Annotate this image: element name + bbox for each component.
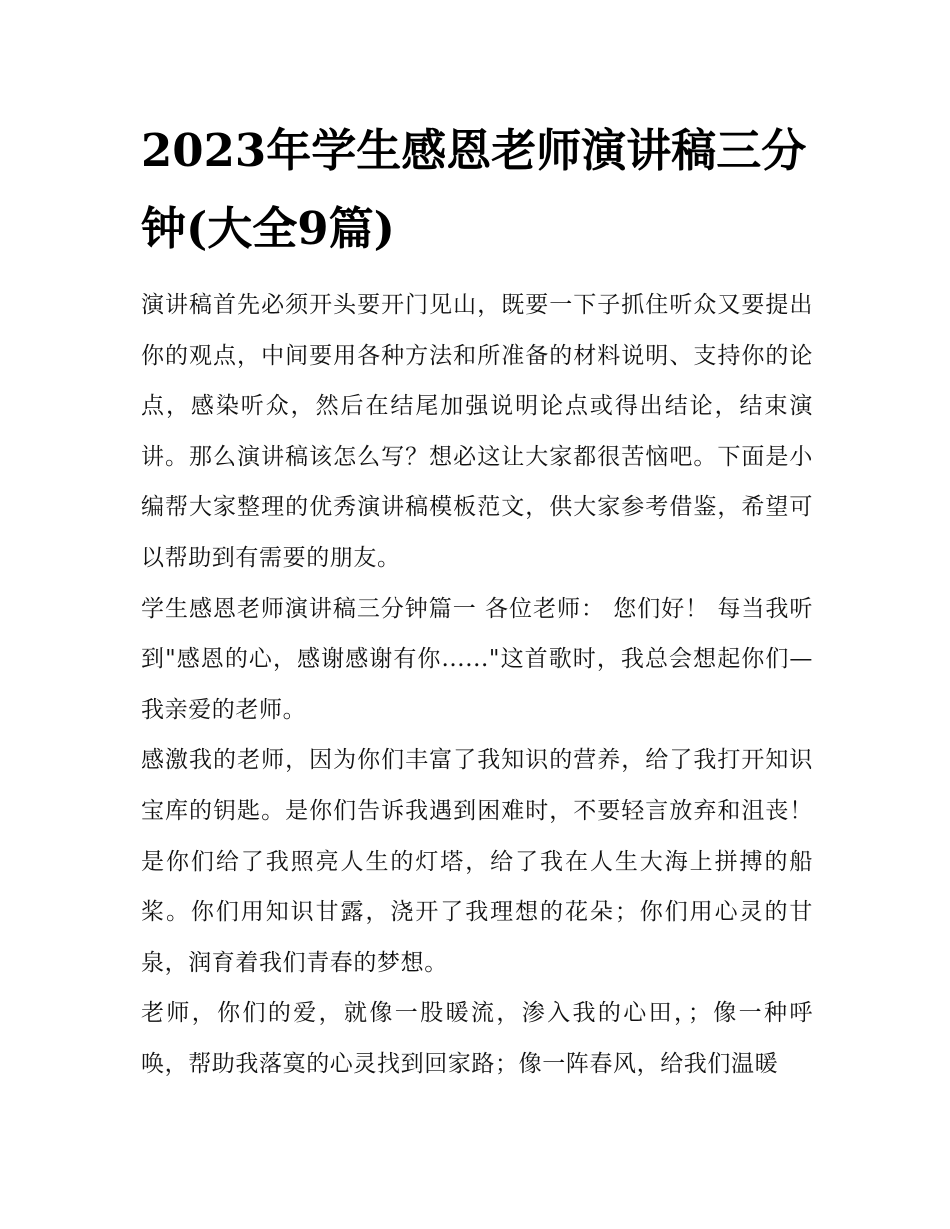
paragraph-teachers-love: 老师，你们的爱，就像一股暖流，渗入我的心田，；像一种呼唤，帮助我落寞的心灵找到回家路；像一阵春风，给我们温暖	[141, 1000, 813, 1077]
document-body	[141, 280, 813, 1090]
paragraph-gratitude: 感激我的老师，因为你们丰富了我知识的营养，给了我打开知识宝库的钥匙。是你们告诉我遇到困难时，不要轻言放弃和沮丧！是你们给了我照亮人生的灯塔，给了我在人生大海上拼搏的船桨。你们用知识甘露，浇开了我理想的花朵；你们用心灵的甘泉，润育着我们青春的梦想。	[141, 747, 813, 976]
document-page	[141, 112, 813, 1090]
document-title: 2023年学生感恩老师演讲稿三分钟(大全9篇)	[141, 124, 807, 255]
paragraph-intro: 演讲稿首先必须开头要开门见山，既要一下子抓住听众又要提出你的观点，中间要用各种方法和所准备的材料说明、支持你的论点，感染听众，然后在结尾加强说明论点或得出结论，结束演讲。那么演讲稿该怎么写？想必这让大家都很苦恼吧。下面是小编帮大家整理的优秀演讲稿模板范文，供大家参考借鉴，希望可以帮助到有需要的朋友。	[141, 292, 813, 571]
paragraph-speech-one: 学生感恩老师演讲稿三分钟篇一 各位老师： 您们好！ 每当我听到"感恩的心，感谢感谢有你......"这首歌时，我总会想起你们—我亲爱的老师。	[141, 595, 813, 723]
